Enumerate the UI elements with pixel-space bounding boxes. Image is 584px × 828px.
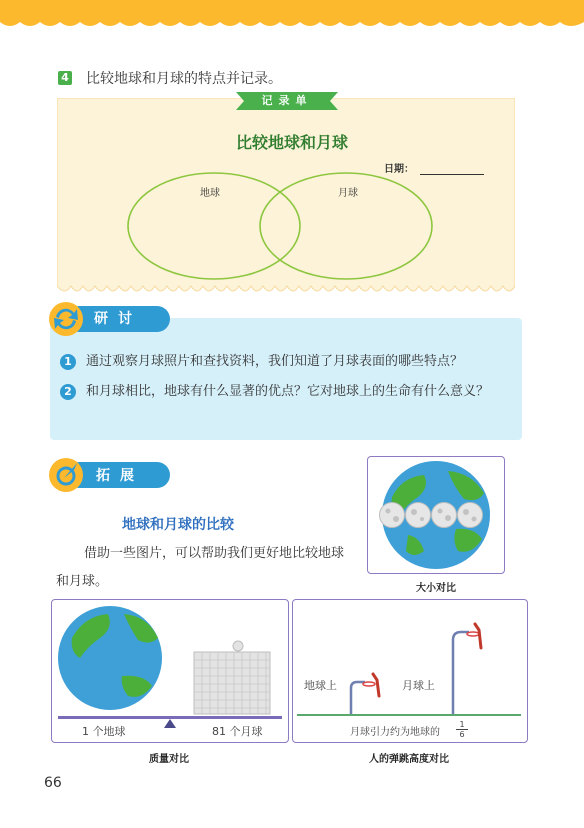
question-2-number: 2	[60, 384, 76, 400]
extension-body-text: 借助一些图片，可以帮助我们更好地比较地球和月球。	[56, 546, 345, 589]
question-2-text: 和月球相比，地球有什么显著的优点？它对地球上的生命有什么意义？	[86, 384, 490, 399]
gravity-fraction	[456, 720, 468, 739]
jump-earth-label: 地球上	[304, 679, 337, 692]
fraction-numerator: 1	[459, 720, 465, 729]
venn-moon-label: 月球	[338, 188, 358, 199]
record-sheet-title: 比较地球和月球	[235, 133, 348, 152]
extension-title: 拓展	[96, 468, 144, 484]
mass-moon-label: 81 个月球	[212, 725, 263, 738]
mass-earth-label: 1 个地球	[82, 725, 126, 738]
date-label: 日期：	[384, 164, 414, 175]
top-decorative-band	[0, 0, 584, 30]
balance-beam	[58, 716, 282, 719]
activity-number-badge: 4	[58, 71, 72, 85]
mass-comparison-image	[52, 600, 288, 742]
activity-instruction: 比较地球和月球的特点并记录。	[86, 71, 282, 87]
size-comparison-image	[368, 457, 504, 573]
discussion-title: 研讨	[94, 311, 142, 327]
gravity-note: 月球引力约为地球的	[350, 727, 440, 738]
venn-diagram	[120, 170, 440, 282]
jump-moon-label: 月球上	[402, 679, 435, 692]
ground-line	[297, 714, 521, 716]
extension-subtitle: 地球和月球的比较	[122, 517, 234, 533]
page-number: 66	[44, 775, 62, 791]
record-label: 记录单	[261, 94, 313, 107]
earth-hoop	[351, 674, 379, 714]
question-1-text: 通过观察月球照片和查找资料，我们知道了月球表面的哪些特点？	[86, 354, 464, 369]
venn-earth-label: 地球	[200, 188, 220, 199]
earth-globe	[58, 606, 162, 710]
jump-comparison-caption: 人的弹跳高度对比	[369, 754, 449, 765]
question-1-number: 1	[60, 354, 76, 370]
balance-fulcrum	[164, 719, 176, 728]
mass-comparison-caption: 质量对比	[149, 754, 189, 765]
fraction-denominator: 6	[459, 730, 465, 739]
jump-comparison-image	[293, 600, 525, 742]
moon-hoop	[453, 624, 481, 714]
discussion-panel	[50, 318, 522, 440]
moon-pile	[194, 652, 270, 714]
size-comparison-caption: 大小对比	[416, 583, 456, 594]
